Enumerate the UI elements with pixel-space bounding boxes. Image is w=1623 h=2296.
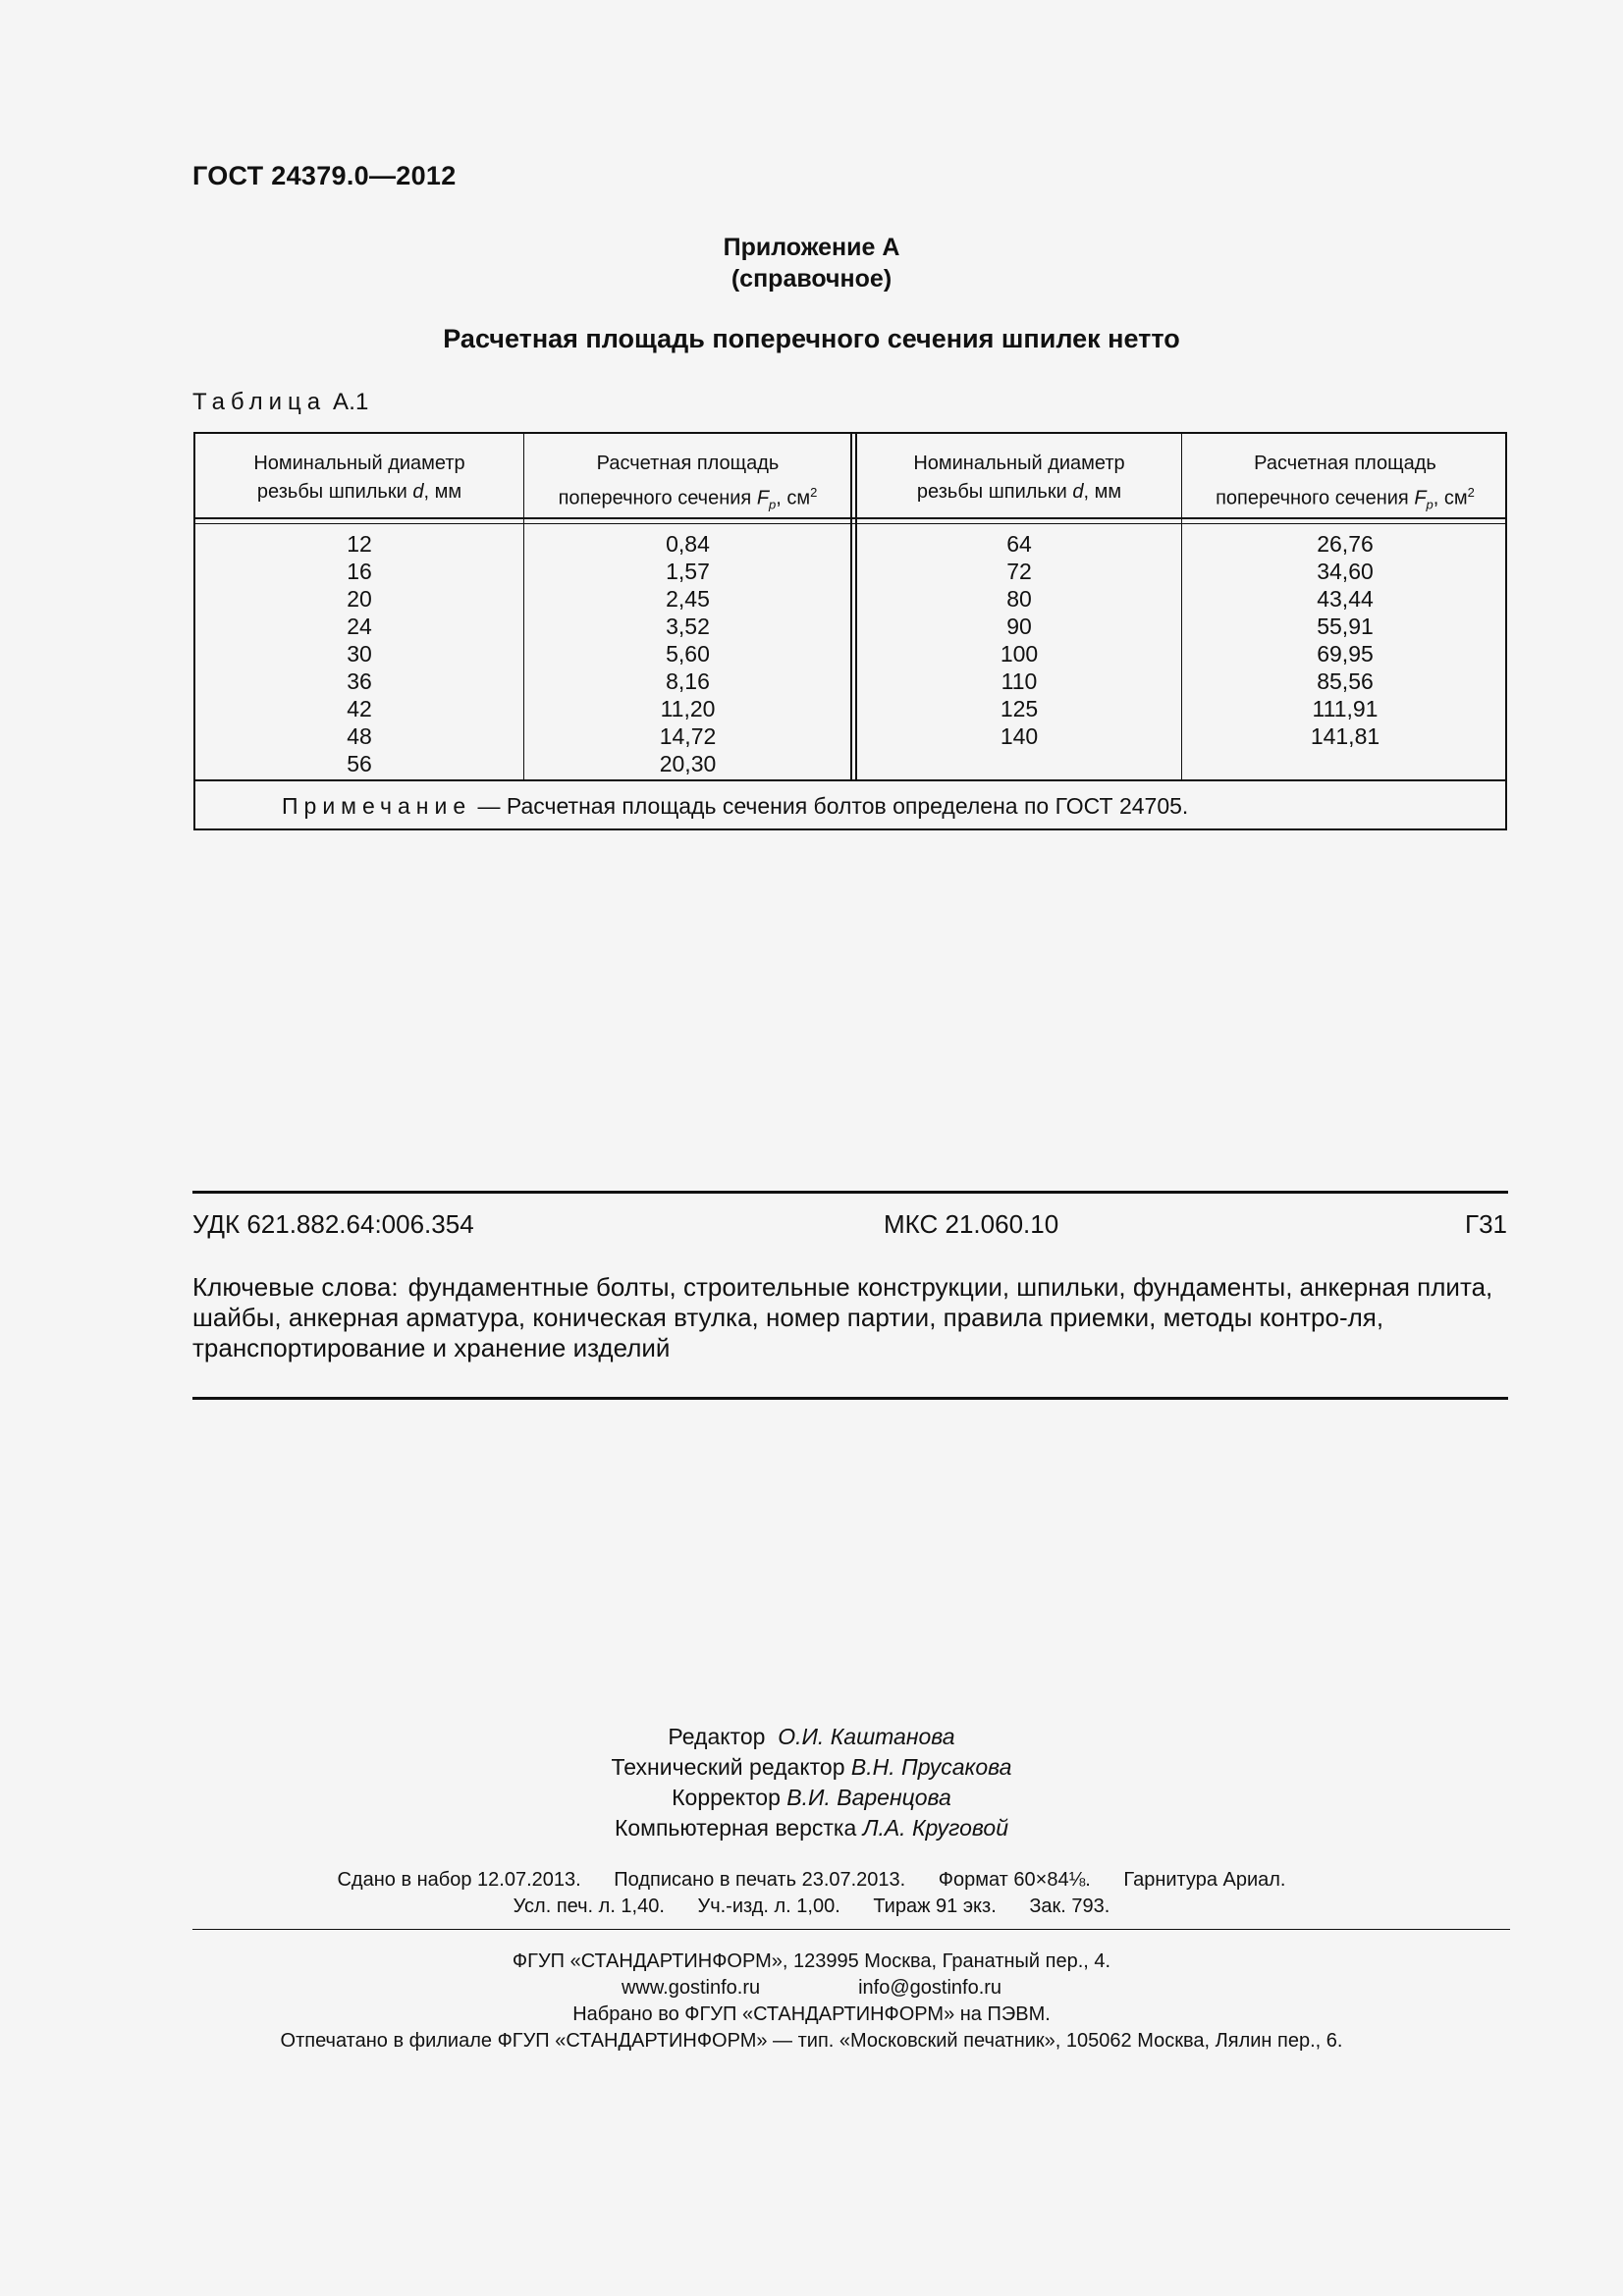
column-diameter-right [857, 530, 1181, 750]
print-pub-sheets: Уч.-изд. л. 1,00. [697, 1896, 840, 1917]
keywords [192, 1272, 1508, 1363]
class-code: Г31 [1465, 1209, 1507, 1239]
keywords-text: фундаментные болты, строительные конструкции, шпильки, фундаменты, анкерная плита, шайбы, анкерная арматура, коническая втулка, номер партии, правила приемки, методы контро-ля, транспортирование и хранение изделий [192, 1272, 1493, 1362]
table-cell: 1,57 [666, 559, 710, 584]
print-signed: Подписано в печать 23.07.2013. [614, 1869, 906, 1891]
table-note-rule [195, 779, 1505, 781]
classification-top-rule [192, 1191, 1508, 1194]
column-area-right [1183, 530, 1507, 750]
publisher-site: www.gostinfo.ru [621, 1977, 761, 1999]
table-cell: 125 [1000, 696, 1039, 721]
table-cell: 56 [347, 751, 372, 776]
mks-code: МКС 21.060.10 [884, 1209, 1059, 1239]
table-divider [1181, 434, 1182, 780]
table-cell: 8,16 [666, 668, 710, 694]
table-cell: 24 [347, 614, 372, 639]
print-set: Сдано в набор 12.07.2013. [337, 1869, 581, 1891]
table-cell: 80 [1006, 586, 1032, 612]
appendix-heading [0, 232, 1623, 294]
publisher-printed: Отпечатано в филиале ФГУП «СТАНДАРТИНФОРМ» — тип. «Московский печатник», 105062 Москва, Лялин пер., 6. [280, 2030, 1343, 2052]
print-font: Гарнитура Ариал. [1123, 1869, 1286, 1891]
table-caption-word: Таблица [192, 389, 327, 415]
header-area-right: Расчетная площадь поперечного сечения $F_p$, $см^2$ [1216, 453, 1475, 512]
publisher-email: info@gostinfo.ru [858, 1977, 1002, 1999]
table-cell: 141,81 [1310, 723, 1380, 749]
column-diameter-left [195, 530, 523, 777]
udc-code: УДК 621.882.64:006.354 [192, 1209, 474, 1239]
table-cell: 36 [347, 668, 372, 694]
credit-tech-editor: Технический редактор В.Н. Прусакова [611, 1754, 1012, 1780]
table-cell: 16 [347, 559, 372, 584]
credit-corrector: Корректор В.И. Варенцова [672, 1785, 951, 1810]
table-cell: 0,84 [666, 531, 710, 557]
column-area-left [525, 530, 850, 777]
print-order: Зак. 793. [1029, 1896, 1110, 1917]
table-cell: 55,91 [1317, 614, 1374, 639]
table-cell: 90 [1006, 614, 1032, 639]
table-cell: 64 [1006, 531, 1032, 557]
publisher-typeset: Набрано во ФГУП «СТАНДАРТИНФОРМ» на ПЭВМ. [572, 2003, 1051, 2025]
print-sheets: Усл. печ. л. 1,40. [513, 1896, 665, 1917]
table-cell: 140 [1000, 723, 1039, 749]
print-info [0, 1867, 1623, 1920]
keywords-bottom-rule [192, 1397, 1508, 1400]
table-cell: 5,60 [666, 641, 710, 667]
table-cell: 111,91 [1312, 696, 1379, 721]
table-cell: 2,45 [666, 586, 710, 612]
print-run: Тираж 91 экз. [873, 1896, 997, 1917]
table-cell: 20,30 [659, 751, 717, 776]
credit-layout: Компьютерная верстка Л.А. Круговой [614, 1815, 1009, 1841]
credits [0, 1722, 1623, 1843]
table-note [282, 793, 1188, 820]
print-format: Формат 60×84⅛. [938, 1869, 1091, 1891]
document-code: ГОСТ 24379.0—2012 [192, 161, 457, 190]
appendix-title: Приложение А [723, 234, 900, 261]
table-divider [523, 434, 524, 780]
section-title: Расчетная площадь поперечного сечения шпилек нетто [443, 324, 1180, 353]
header-area-left: Расчетная площадь поперечного сечения $F_p$, $см^2$ [558, 453, 818, 512]
table-caption [192, 389, 369, 416]
table-cell: 20 [347, 586, 372, 612]
table-cell: 110 [1001, 668, 1038, 694]
table-cell: 30 [347, 641, 372, 667]
publisher-info [0, 1949, 1623, 2055]
table-cell: 3,52 [666, 614, 710, 639]
table-cell: 26,76 [1317, 531, 1374, 557]
table-cell: 14,72 [659, 723, 717, 749]
credit-editor: Редактор О.И. Каштанова [668, 1724, 955, 1749]
publisher-address: ФГУП «СТАНДАРТИНФОРМ», 123995 Москва, Гранатный пер., 4. [512, 1950, 1111, 1972]
table-cell: 42 [347, 696, 372, 721]
keywords-label: Ключевые слова: [192, 1272, 399, 1302]
table-cell: 43,44 [1317, 586, 1374, 612]
table-divider-double [850, 434, 857, 780]
table-cell: 85,56 [1317, 668, 1374, 694]
publisher-top-rule [192, 1929, 1510, 1930]
table-cell: 11,20 [660, 696, 716, 721]
table-note-word: Примечание [282, 793, 472, 819]
data-table [193, 432, 1507, 830]
table-caption-number: А.1 [332, 389, 369, 415]
table-cell: 34,60 [1317, 559, 1374, 584]
table-cell: 100 [1000, 641, 1039, 667]
appendix-subtitle: (справочное) [730, 265, 893, 293]
header-diameter-right: Номинальный диаметр резьбы шпильки d, мм [913, 453, 1125, 503]
header-diameter-left: Номинальный диаметр резьбы шпильки d, мм [253, 453, 465, 503]
table-cell: 72 [1006, 559, 1032, 584]
table-cell: 69,95 [1317, 641, 1374, 667]
table-cell: 48 [347, 723, 372, 749]
table-cell: 12 [347, 531, 372, 557]
table-note-text: — Расчетная площадь сечения болтов определена по ГОСТ 24705. [471, 793, 1189, 819]
